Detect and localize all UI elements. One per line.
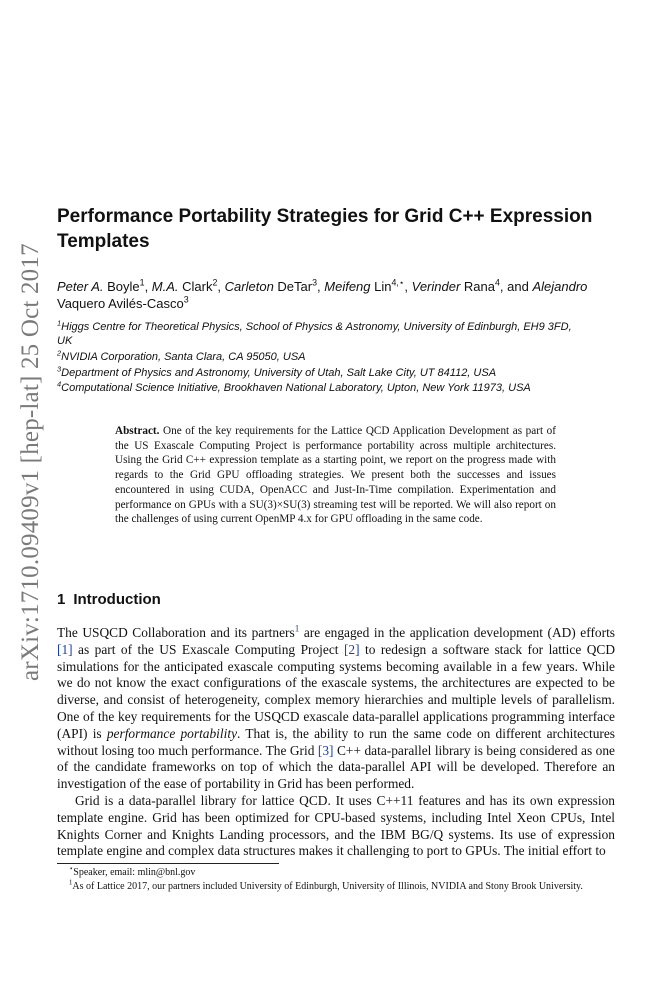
abstract-label: Abstract.	[115, 425, 160, 437]
abstract-text: One of the key requirements for the Lattice QCD Application Development as part of the US Exascale Computing Project is performance portability across multiple architectures. Using the Grid C++ expression template as a starting point, we report on the progress made with regards to the Grid GPU offloading strategies. We present both the successes and issues encountered in using CUDA, OpenACC and Just-In-Time compilation. Experimentation and performance on GPUs with a SU(3)×SU(3) streaming test will be reported. We will also report on the challenges of using current OpenMP 4.x for GPU offloading in the same code.	[115, 425, 556, 526]
author-list: Peter A. Boyle$^1$, M.A. Clark$^2$, Carleton DeTar$^3$, Meifeng Lin$^{4,⋆}$, Verinder Rana$^4$, and Alejandro Vaquero Avilés-Casco$^3$	[57, 277, 588, 311]
affiliation-1: $^1$Higgs Centre for Theoretical Physics, School of Physics & Astronomy, University of Edinburgh, EH9 3FD, UK	[57, 318, 572, 347]
citation-link-1[interactable]: [1]	[57, 641, 73, 657]
arxiv-identifier-stamp	[16, 183, 46, 681]
affiliation-2: $^2$NVIDIA Corporation, Santa Clara, CA 95050, USA	[57, 348, 306, 363]
affiliation-4: $^4$Computational Science Initiative, Brookhaven National Laboratory, Upton, New York 11973, USA	[57, 379, 531, 394]
footnote-partners: $^1$As of Lattice 2017, our partners included University of Edinburgh, University of Illinois, NVIDIA and Stony Brook University.	[69, 879, 583, 892]
footnote-speaker: ⋆Speaker, email: mlin@bnl.gov	[69, 865, 196, 878]
citation-link-2[interactable]: [2]	[343, 641, 360, 657]
footnote-divider	[57, 863, 279, 864]
intro-paragraph-2: Grid is a data-parallel library for lattice QCD. It uses C++11 features and has its own expression template engine. Grid has been optimized for CPU-based systems, including Intel Xeon CPUs, Intel Knights Corner and Knights Landing processors, and the IBM BG/Q systems. Its use of expression template engine and complex data structures makes it challenging to port to GPUs. The initial effort to	[57, 793, 615, 859]
abstract	[115, 424, 556, 527]
section-heading-introduction: 1 Introduction	[57, 591, 161, 608]
intro-paragraph-1: The USQCD Collaboration and its partners$^1$ are engaged in the application development (AD) efforts [1] as part of the US Exascale Computing Project [2] to redesign a software stack for lattice QCD simulations for the anticipated exascale computing systems becoming available in a few years. While we do not know the exact configurations of the exascale systems, the architectures are expected to be diverse, and consist of heterogeneity, complex memory hierarchies and multiple levels of parallelism. One of the key requirements for the USQCD exascale data-parallel applications programming interface (API) is performance portability. That is, the ability to run the same code on different architectures without losing too much performance. The Grid [3] C++ data-parallel library is being considered as one of the candidate frameworks on top of which the data-parallel API will be developed. Therefore an investigation of the ease of portability in Grid has been performed.	[57, 623, 616, 792]
footnote-ref-1[interactable]: 1	[294, 623, 300, 634]
arxiv-identifier-text: arXiv:1710.09409v1 [hep-lat] 25 Oct 2017	[17, 243, 44, 681]
paper-title: Performance Portability Strategies for Grid C++ Expression Templates	[57, 206, 593, 252]
citation-link-3[interactable]: [3]	[317, 742, 334, 758]
affiliation-3: $^3$Department of Physics and Astronomy, University of Utah, Salt Lake City, UT 84112, USA	[57, 364, 497, 379]
